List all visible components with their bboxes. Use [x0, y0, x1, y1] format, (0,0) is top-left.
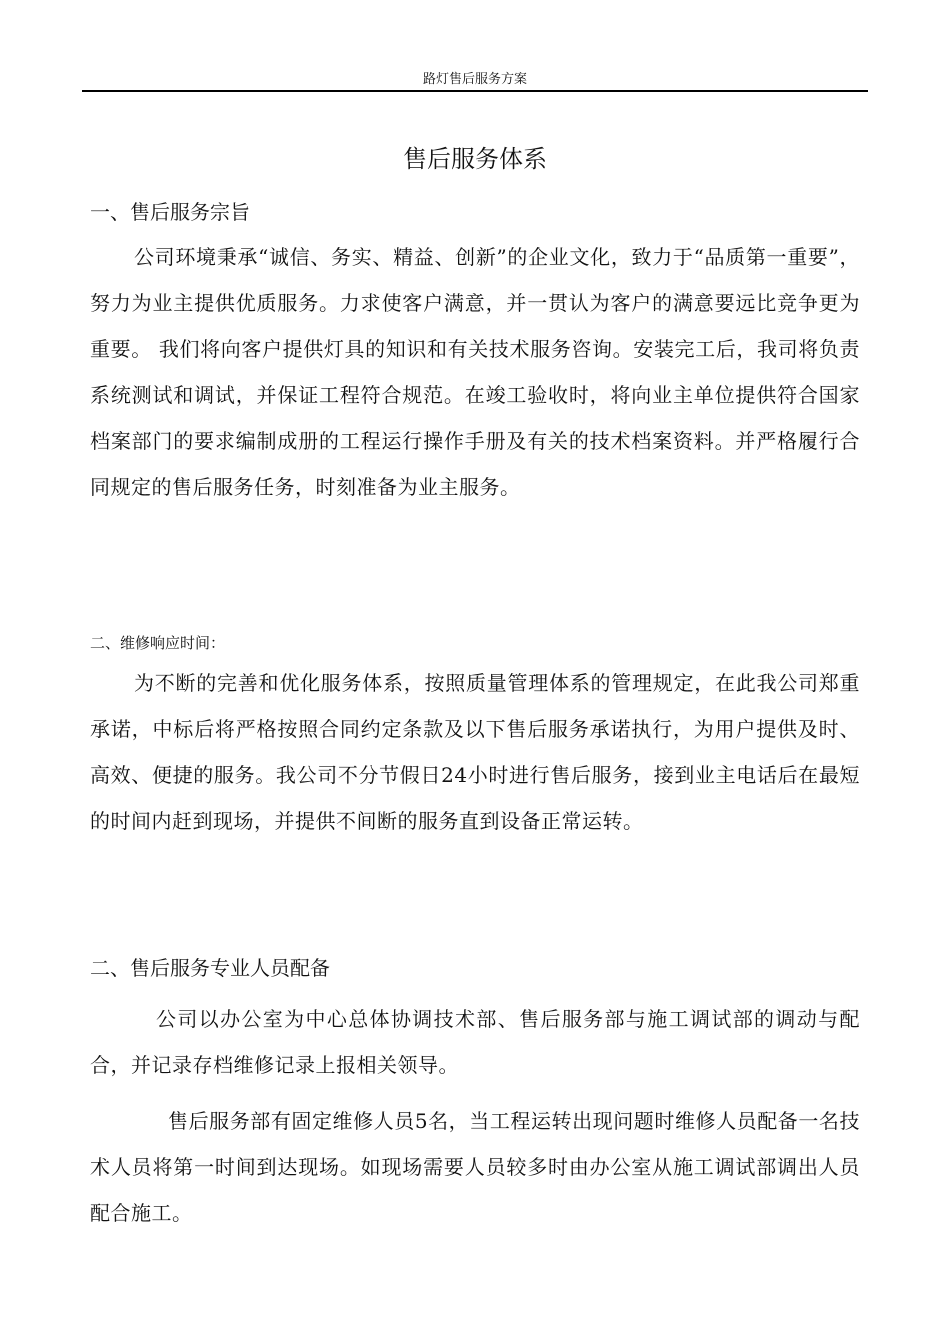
section-heading-response-time: 二、维修响应时间：: [90, 634, 226, 652]
document-title: 售后服务体系: [403, 145, 547, 173]
running-header: [82, 71, 868, 92]
paragraph-staffing-personnel: 售后服务部有固定维修人员5名，当工程运转出现问题时维修人员配备一名技术人员将第一时间到达现场。如现场需要人员较多时由办公室从施工调试部调出人员配合施工。: [90, 1109, 860, 1225]
paragraph-response-time: 为不断的完善和优化服务体系，按照质量管理体系的管理规定，在此我公司郑重承诺，中标后将严格按照合同约定条款及以下售后服务承诺执行，为用户提供及时、高效、便捷的服务。我公司不分节假日24小时进行售后服务，接到业主电话后在最短的时间内赶到现场，并提供不间断的服务直到设备正常运转。: [90, 671, 860, 833]
section-heading-service-purpose: 一、售后服务宗旨: [90, 200, 250, 224]
paragraph-staffing-coordination: 公司以办公室为中心总体协调技术部、售后服务部与施工调试部的调动与配合，并记录存档维修记录上报相关领导。: [90, 1007, 860, 1077]
paragraph-service-purpose: 公司环境秉承“诚信、务实、精益、创新”的企业文化，致力于“品质第一重要”，努力为业主提供优质服务。力求使客户满意，并一贯认为客户的满意要远比竞争更为重要。 我们将向客户提供灯具的知识和有关技术服务咨询。安装完工后，我司将负责系统测试和调试，并保证工程符合规范。在竣工验收时，将向业主单位提供符合国家档案部门的要求编制成册的工程运行操作手册及有关的技术档案资料。并严格履行合同规定的售后服务任务，时刻准备为业主服务。: [90, 245, 860, 499]
running-header-title: 路灯售后服务方案: [422, 72, 527, 87]
section-heading-staffing: 二、售后服务专业人员配备: [90, 956, 330, 980]
